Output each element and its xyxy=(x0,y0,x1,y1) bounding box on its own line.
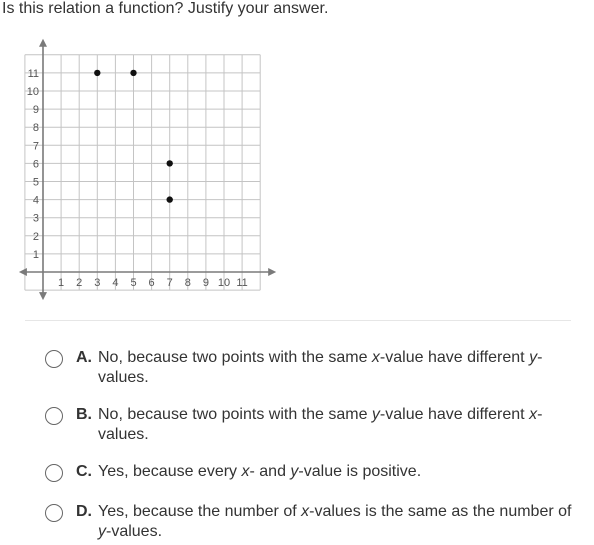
x-tick-label: 9 xyxy=(202,277,209,289)
y-tick-label: 5 xyxy=(32,176,39,189)
option-c-letter: C. xyxy=(76,463,92,480)
x-tick-label: 6 xyxy=(148,277,155,289)
divider xyxy=(25,320,571,321)
y-tick-label: 11 xyxy=(27,67,39,80)
x-tick-label: 8 xyxy=(184,277,191,289)
y-axis-arrow-up xyxy=(39,39,47,47)
y-tick-label: 4 xyxy=(32,194,39,207)
y-tick-label: 1 xyxy=(32,248,39,261)
y-axis-arrow-down xyxy=(39,292,47,300)
y-tick-label: 7 xyxy=(32,140,39,153)
x-tick-label: 1 xyxy=(58,277,65,289)
option-b[interactable] xyxy=(0,404,594,448)
x-tick-labels xyxy=(58,277,248,289)
question-text: Is this relation a function? Justify your answer. xyxy=(2,0,329,17)
option-a-letter: A. xyxy=(76,349,92,366)
option-c-text: Yes, because every x- and y-value is positive. xyxy=(98,463,422,480)
y-tick-label: 9 xyxy=(32,104,39,117)
axes xyxy=(19,39,276,300)
option-d-letter: D. xyxy=(76,503,92,520)
y-tick-label: 6 xyxy=(32,158,39,171)
data-point xyxy=(167,160,173,166)
y-tick-label: 3 xyxy=(32,212,39,225)
radio-button-b[interactable] xyxy=(45,407,63,425)
x-axis-arrow-right xyxy=(268,268,276,276)
option-b-letter: B. xyxy=(76,406,92,423)
data-point xyxy=(167,196,173,202)
option-c[interactable] xyxy=(0,461,594,485)
option-d[interactable] xyxy=(0,501,594,545)
x-tick-label: 3 xyxy=(94,277,101,289)
y-tick-label: 8 xyxy=(32,122,39,135)
data-point xyxy=(130,70,136,76)
grid xyxy=(25,55,260,290)
x-tick-label: 4 xyxy=(112,277,119,289)
x-axis-arrow-left xyxy=(19,268,27,276)
option-a[interactable] xyxy=(0,347,594,391)
x-tick-label: 10 xyxy=(217,277,231,289)
radio-button-a[interactable] xyxy=(45,350,63,368)
option-d-text: Yes, because the number of x-values is the same as the number of y-values. xyxy=(98,503,572,540)
x-tick-label: 7 xyxy=(166,277,173,289)
x-tick-label: 11 xyxy=(236,277,248,289)
y-tick-labels xyxy=(27,68,39,261)
y-tick-label: 2 xyxy=(32,230,39,243)
option-b-text: No, because two points with the same y-value have different x- values. xyxy=(98,406,543,443)
radio-button-c[interactable] xyxy=(45,464,63,482)
option-a-text: No, because two points with the same x-value have different y- values. xyxy=(98,349,543,386)
x-tick-label: 2 xyxy=(76,277,83,289)
x-tick-label: 5 xyxy=(130,277,137,289)
y-tick-label: 10 xyxy=(26,86,39,98)
radio-button-d[interactable] xyxy=(45,504,63,522)
data-point xyxy=(94,70,100,76)
